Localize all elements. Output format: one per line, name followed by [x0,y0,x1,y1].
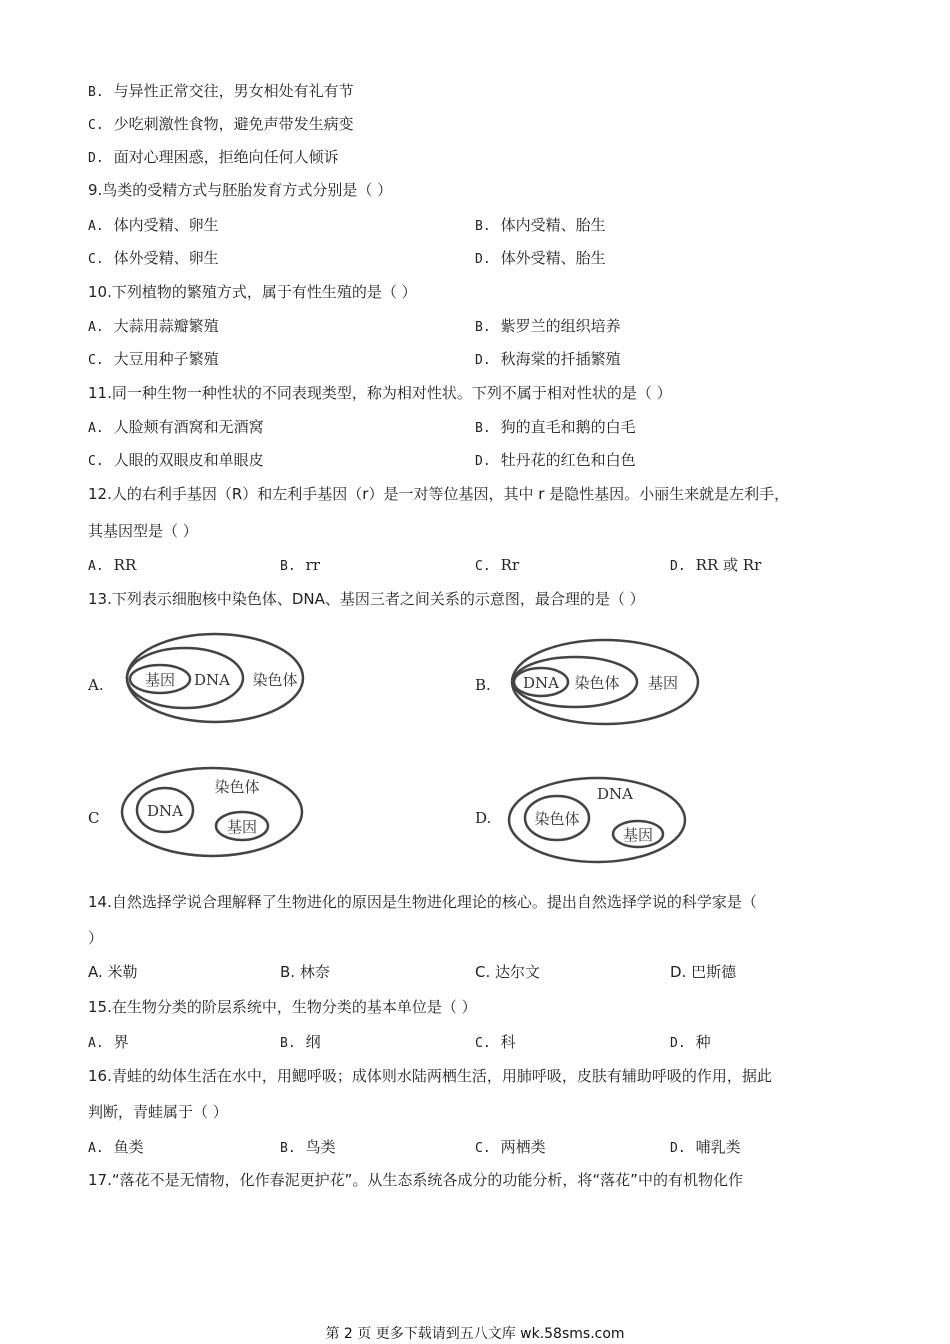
q16-option-c: C. 两栖类 [475,1138,546,1156]
q9-option-d: D. 体外受精、胎生 [475,249,606,267]
q8-option-b: B. 与异性正常交往，男女相处有礼有节 [88,82,354,100]
q17-stem: 17.“落花不是无情物，化作春泥更护花”。从生态系统各成分的功能分析，将“落花”中的有机物化作 [88,1171,743,1189]
q14-option-c: C. 达尔文 [475,963,541,981]
q13-c-outer-label: 染色体 [214,778,260,796]
q15-option-d: D. 种 [670,1033,711,1051]
q13-c-left-label: DNA [147,802,183,820]
q15-stem: 15.在生物分类的阶层系统中，生物分类的基本单位是（ ） [88,998,477,1016]
q10-option-d: D. 秋海棠的扦插繁殖 [475,350,621,368]
q13-option-d-letter: D. [475,809,492,827]
q9-stem: 9.鸟类的受精方式与胚胎发育方式分别是（ ） [88,181,393,199]
q13-diagram-a [120,628,320,728]
q11-option-c: C. 人眼的双眼皮和单眼皮 [88,451,264,469]
q11-option-b: B. 狗的直毛和鹅的白毛 [475,418,636,436]
q15-option-c: C. 科 [475,1033,516,1051]
page-footer: 第 2 页 更多下载请到五八文库 wk.58sms.com [325,1326,625,1342]
q12-option-c: C. Rr [475,556,520,574]
q13-option-a-letter: A. [88,676,104,694]
q10-option-a: A. 大蒜用蒜瓣繁殖 [88,317,219,335]
q15-option-a: A. 界 [88,1033,129,1051]
q13-stem: 13.下列表示细胞核中染色体、DNA、基因三者之间关系的示意图，最合理的是（ ） [88,590,645,608]
q11-option-a: A. 人脸颊有酒窝和无酒窝 [88,418,264,436]
q13-a-middle-label: DNA [194,671,230,689]
q14-option-d: D. 巴斯德 [670,963,737,981]
q13-a-outer-label: 染色体 [252,671,298,689]
q13-a-inner-label: 基因 [144,671,176,689]
q16-stem-line2: 判断，青蛙属于（ ） [88,1103,228,1121]
q9-option-a: A. 体内受精、卵生 [88,216,219,234]
q12-stem-line1: 12.人的右利手基因（R）和左利手基因（r）是一对等位基因，其中 r 是隐性基因。小丽生来就是左利手， [88,485,790,503]
q13-c-right-label: 基因 [226,818,258,836]
q16-option-d: D. 哺乳类 [670,1138,741,1156]
q13-d-outer-label: DNA [597,785,633,803]
q16-option-b: B. 鸟类 [280,1138,336,1156]
q10-stem: 10.下列植物的繁殖方式，属于有性生殖的是（ ） [88,283,417,301]
q10-option-b: B. 紫罗兰的组织培养 [475,317,621,335]
q13-diagram-c [112,762,322,862]
q13-option-c-letter: C [88,809,100,827]
q8-option-d: D. 面对心理困惑，拒绝向任何人倾诉 [88,148,339,166]
q9-option-b: B. 体内受精、胎生 [475,216,606,234]
q11-stem: 11.同一种生物一种性状的不同表现类型，称为相对性状。下列不属于相对性状的是（ ） [88,384,672,402]
q15-option-b: B. 纲 [280,1033,321,1051]
q8-option-c: C. 少吃刺激性食物，避免声带发生病变 [88,115,354,133]
q16-option-a: A. 鱼类 [88,1138,144,1156]
q12-option-a: A. RR [88,556,137,574]
q12-option-b: B. rr [280,556,320,574]
q9-option-c: C. 体外受精、卵生 [88,249,219,267]
q13-b-inner-label: DNA [523,674,559,692]
q16-stem-line1: 16.青蛙的幼体生活在水中，用鳃呼吸；成体则水陆两栖生活，用肺呼吸，皮肤有辅助呼吸的作用，据此 [88,1067,772,1085]
q11-option-d: D. 牡丹花的红色和白色 [475,451,636,469]
q13-b-middle-label: 染色体 [574,674,620,692]
q14-option-b: B. 林奈 [280,963,330,981]
q12-option-d: D. RR 或 Rr [670,556,762,574]
q13-b-outer-label: 基因 [647,674,679,692]
q10-option-c: C. 大豆用种子繁殖 [88,350,219,368]
q13-d-right-label: 基因 [622,826,654,844]
q12-stem-line2: 其基因型是（ ） [88,522,198,540]
q14-stem-line1: 14.自然选择学说合理解释了生物进化的原因是生物进化理论的核心。提出自然选择学说的科学家是（ [88,893,757,911]
q13-diagram-b [505,632,715,732]
q13-option-b-letter: B. [475,676,491,694]
q13-diagram-d [505,772,695,868]
q14-option-a: A. 米勒 [88,963,138,981]
q13-d-left-label: 染色体 [534,810,580,828]
q14-stem-line2: ） [88,929,104,947]
